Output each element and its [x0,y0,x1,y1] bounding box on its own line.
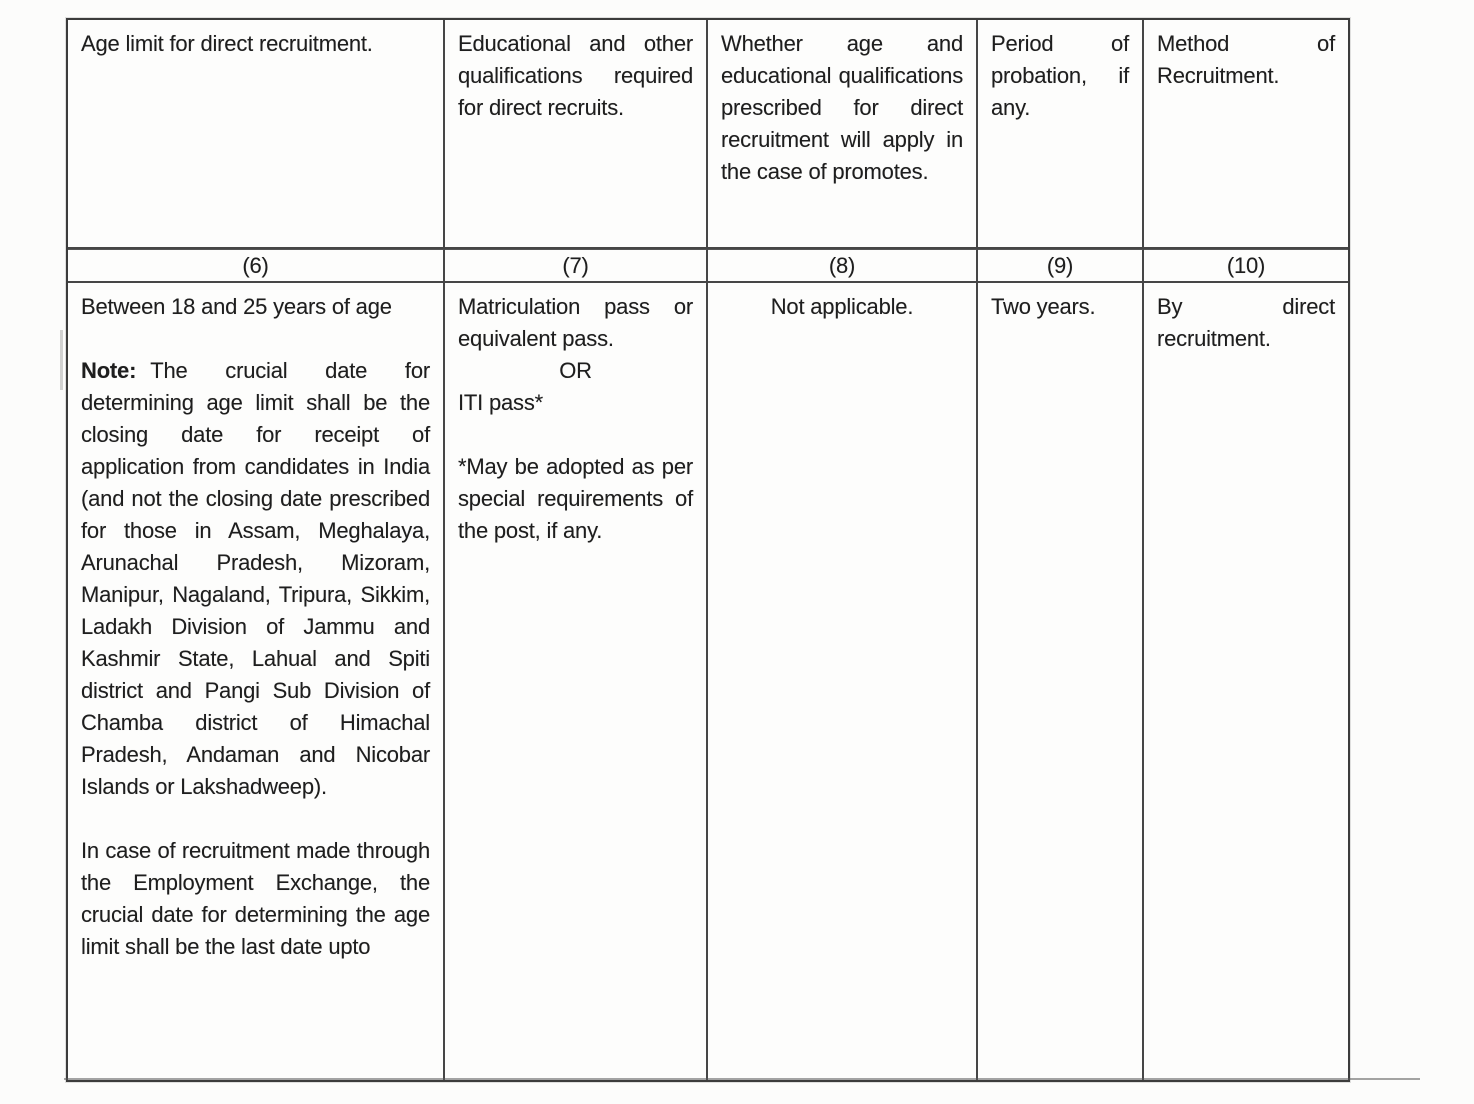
note-text: The crucial date for determining age limit shall be the closing date for receipt of application from candidates in India (and not the closing date prescribed for those in Assam, Meghalaya, Arunachal Pradesh, Mizoram, Manipur, Nagaland, Tripura, Sikkim, Ladakh Division of Jammu and Kashmir State, Lahual and Spiti district and Pangi Sub Division of Chamba district of Himachal Pradesh, Andaman and Nicobar Islands or Lakshadweep). [81,358,430,799]
qualification-line: Matriculation pass or equivalent pass. [458,294,693,351]
note-label: Note: [81,358,137,383]
body-cell-apply-to-promotes: Not applicable. [708,283,978,1080]
column-number-9: (9) [978,249,1144,283]
scan-artifact-bottom-rule [64,1078,1420,1080]
body-cell-method: By direct recruitment. [1157,294,1335,351]
body-cell-age-limit [68,283,445,1080]
recruitment-rules-table [66,18,1350,1082]
header-cell-age-limit: Age limit for direct recruitment. [68,20,445,249]
column-number-10: (10) [1144,249,1348,283]
header-cell-qualifications: Educational and other qualifications required for direct recruits. [445,20,708,249]
header-cell-method: Method of Recruitment. [1144,20,1348,249]
header-cell-apply-to-promotes: Whether age and educational qualifications prescribed for direct recruitment will apply in the case of promotes. [708,20,978,249]
column-number-7: (7) [445,249,708,283]
age-limit-note [81,355,430,803]
age-limit-paragraph: Between 18 and 25 years of age [81,294,392,319]
qualification-footnote: *May be adopted as per special requirements of the post, if any. [458,454,693,543]
scan-artifact-left-smudge [60,330,63,390]
qualification-or: OR [559,358,592,383]
column-number-8: (8) [708,249,978,283]
body-cell-qualifications [445,283,708,1080]
body-cell-probation: Two years. [978,283,1144,1080]
column-number-6: (6) [68,249,445,283]
qualification-iti: ITI pass* [458,390,544,415]
age-limit-employment-exchange-paragraph: In case of recruitment made through the Employment Exchange, the crucial date for determining the age limit shall be the last date upto [81,838,430,959]
header-cell-probation: Period of probation, if any. [978,20,1144,249]
